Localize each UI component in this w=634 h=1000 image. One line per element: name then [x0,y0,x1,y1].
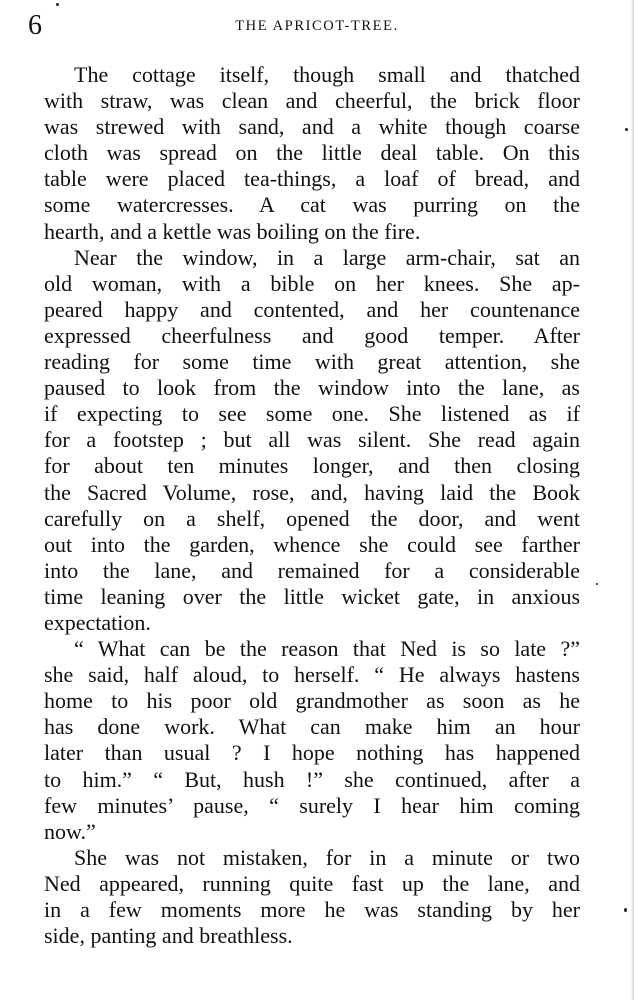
text-line: Ned appeared, running quite fast up the lane, and [44,870,580,896]
text-line: reading for some time with great attention, she [44,349,580,375]
text-line: peared happy and contented, and her countenance [44,296,580,322]
text-line: carefully on a shelf, opened the door, and went [44,505,580,531]
text-line: now.” [44,818,96,844]
page-number: 6 [28,10,42,41]
text-line: Near the window, in a large arm-chair, sat an [74,244,580,270]
text-line: for about ten minutes longer, and then closing [44,453,580,479]
text-line: into the lane, and remained for a considerable [44,557,580,583]
text-line: expectation. [44,609,151,635]
page-header [0,10,634,42]
text-line: She was not mistaken, for in a minute or two [74,844,580,870]
paragraph [44,845,580,949]
text-line: if expecting to see some one. She listened as if [44,401,580,427]
text-line: old woman, with a bible on her knees. She ap- [44,270,580,296]
text-line: The cottage itself, though small and thatched [74,62,580,87]
print-speck [625,128,628,131]
text-line: some watercresses. A cat was purring on the [44,192,580,218]
text-line: time leaning over the little wicket gate, in anxious [44,583,580,609]
paragraph [44,62,580,245]
text-line: few minutes’ pause, “ surely I hear him coming [44,792,580,818]
running-title: THE APRICOT-TREE. [235,18,399,34]
text-line: in a few moments more he was standing by her [44,897,580,922]
text-line: to him.” “ But, hush !” she continued, after a [44,766,580,792]
text-line: cloth was spread on the little deal table. On this [44,140,580,166]
text-line: table were placed tea-things, a loaf of bread, and [44,166,580,192]
print-speck [624,908,627,912]
text-line: side, panting and breathless. [44,923,293,949]
text-line: has done work. What can make him an hour [44,714,580,740]
paragraph [44,636,580,845]
text-line: later than usual ? I hope nothing has happened [44,740,580,766]
text-line: home to his poor old grandmother as soon as he [44,688,580,714]
text-line: paused to look from the window into the lane, as [44,375,580,401]
text-line: she said, half aloud, to herself. “ He always hastens [44,662,580,688]
print-speck [596,583,598,585]
text-line: was strewed with sand, and a white though coarse [44,114,580,140]
text-line: with straw, was clean and cheerful, the brick floor [44,88,580,114]
print-speck [56,3,59,6]
paragraph [44,245,580,636]
text-line: the Sacred Volume, rose, and, having laid the Book [44,479,580,505]
body-text [44,62,580,949]
text-line: “ What can be the reason that Ned is so late ?” [74,636,580,662]
text-line: hearth, and a kettle was boiling on the fire. [44,218,421,244]
text-line: expressed cheerfulness and good temper. After [44,322,580,348]
text-line: for a footstep ; but all was silent. She read again [44,427,580,453]
text-line: out into the garden, whence she could see farther [44,531,580,557]
